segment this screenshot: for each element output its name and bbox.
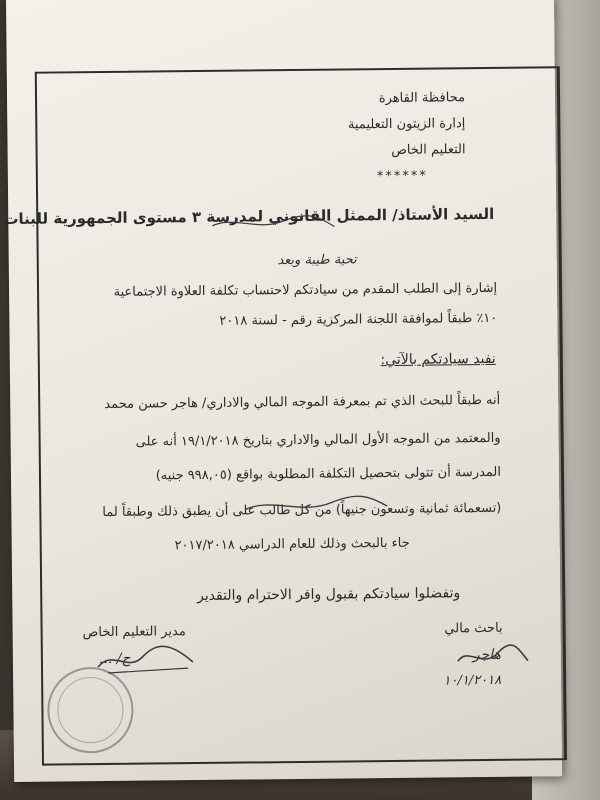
header-administration: إدارة الزيتون التعليمية xyxy=(347,116,466,133)
greeting: تحية طيبة وبعد xyxy=(277,252,357,269)
paragraph-2-line-1: أنه طبقاً للبحث الذي تم بمعرفة الموجه المالي والاداري/ هاجر حسن محمد xyxy=(104,392,501,412)
header-governorate: محافظة القاهرة xyxy=(378,90,466,107)
closing-line: وتفضلوا سيادتكم بقبول وافر الاحترام والتقدير xyxy=(196,585,461,605)
header-stars: ****** xyxy=(376,168,428,185)
paragraph-2-line-3: المدرسة أن تتولى بتحصيل التكلفة المطلوبة بواقع (٩٩٨,٠٥ جنيه) xyxy=(155,464,502,484)
signature-left-title: مدير التعليم الخاص xyxy=(82,624,186,641)
paragraph-1-line-2: ١٠٪ طبقاً لموافقة اللجنة المركزية رقم - لسنة ٢٠١٨ xyxy=(219,310,498,329)
header-department: التعليم الخاص xyxy=(391,142,466,158)
document-page xyxy=(3,0,562,782)
official-stamp xyxy=(47,667,134,754)
intro-line: نفيد سيادتكم بالآتي: xyxy=(380,350,496,369)
signature-right-name: هاجر xyxy=(472,646,501,664)
paragraph-2-line-2: والمعتمد من الموجه الأول المالي والاداري بتاريخ ١٩/١/٢٠١٨ أنه على xyxy=(135,430,501,450)
paragraph-1-line-1: إشارة إلى الطلب المقدم من سيادتكم لاحتساب تكلفة العلاوة الاجتماعية xyxy=(113,280,498,300)
addressee-line: السيد الأستاذ/ الممثل القانوني لمدرسة ٣ مستوى الجمهورية للبنات xyxy=(3,204,495,229)
handwritten-amount-insert xyxy=(241,492,391,520)
signature-left-name: ح/ ... xyxy=(98,650,131,668)
handwritten-school-name xyxy=(208,211,338,236)
paragraph-2-line-5: جاء بالبحث وذلك للعام الدراسي ٢٠١٧/٢٠١٨ xyxy=(174,535,410,554)
signature-right-title: باحث مالي xyxy=(444,620,503,637)
signature-right-date: ١٠/١/٢٠١٨ xyxy=(443,672,502,689)
paragraph-2-line-4: (تسعمائة ثمانية وتسعون جنيهاً) من كل طالب على أن يطبق ذلك وطبقاً لما xyxy=(102,500,502,521)
handwritten-signature-right xyxy=(453,641,533,672)
